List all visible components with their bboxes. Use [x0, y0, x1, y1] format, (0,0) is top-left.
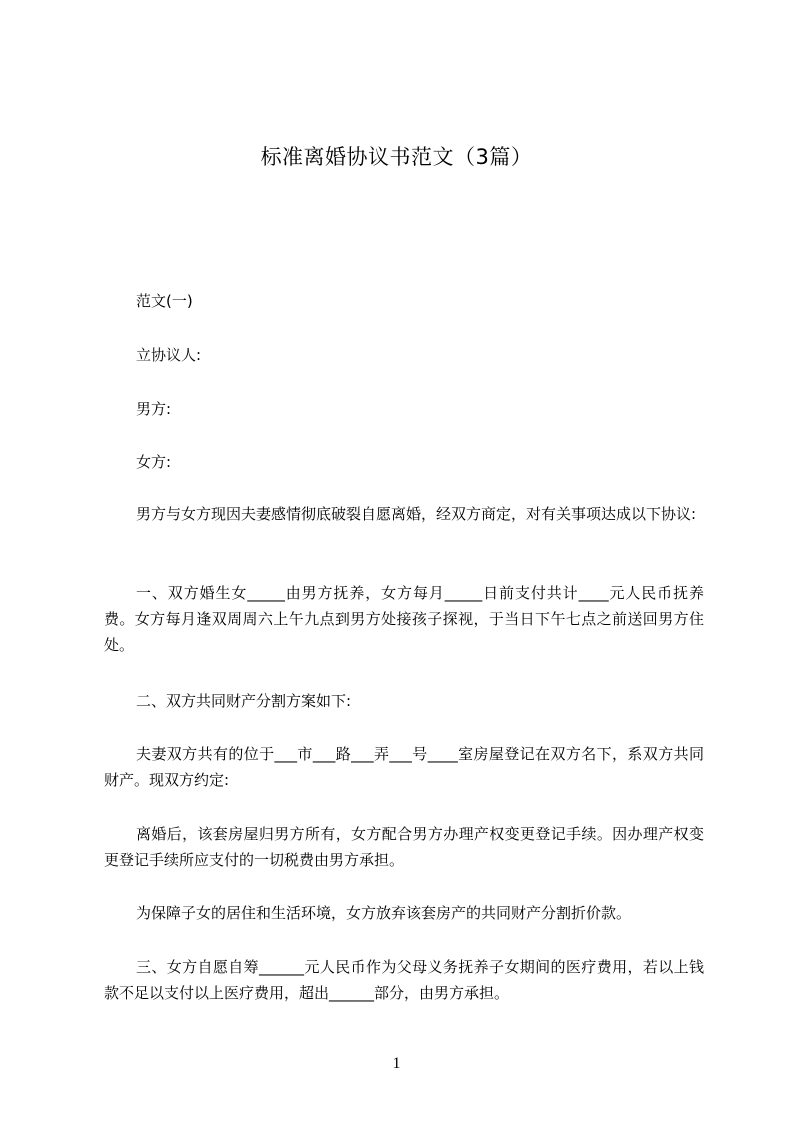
paragraph-wife-label: 女方:	[136, 453, 172, 471]
paragraph-clause-3-medical: 三、女方自愿自筹______元人民币作为父母义务抚养子女期间的医疗费用，若以上钱款不足以支付以上医疗费用，超出______部分，由男方承担。	[104, 958, 704, 1002]
paragraph-waiver: 为保障子女的居住和生活环境，女方放弃该套房产的共同财产分割折价款。	[136, 904, 632, 922]
document-title: 标准离婚协议书范文（3篇）	[260, 145, 533, 169]
paragraph-clause-2-heading: 二、双方共同财产分割方案如下:	[136, 692, 352, 710]
paragraph-clause-1-custody: 一、双方婚生女_____由男方抚养，女方每月_____日前支付共计____元人民币抚养费。女方每月逢双周周六上午九点到男方处接孩子探视，于当日下午七点之前送回男方住处。	[104, 584, 704, 654]
paragraph-property-ownership: 离婚后，该套房屋归男方所有，女方配合男方办理产权变更登记手续。因办理产权变更登记手续所应支付的一切税费由男方承担。	[104, 825, 704, 869]
paragraph-parties-label: 立协议人:	[136, 346, 202, 364]
paragraph-sample-heading: 范文(一)	[136, 292, 193, 310]
page-number: 1	[392, 1055, 401, 1072]
paragraph-preamble: 男方与女方现因夫妻感情彻底破裂自愿离婚，经双方商定，对有关事项达成以下协议:	[136, 505, 697, 523]
paragraph-property-location: 夫妻双方共有的位于___市___路___弄___号____室房屋登记在双方名下，系双方共同财产。现双方约定:	[104, 745, 704, 789]
paragraph-husband-label: 男方:	[136, 400, 172, 418]
